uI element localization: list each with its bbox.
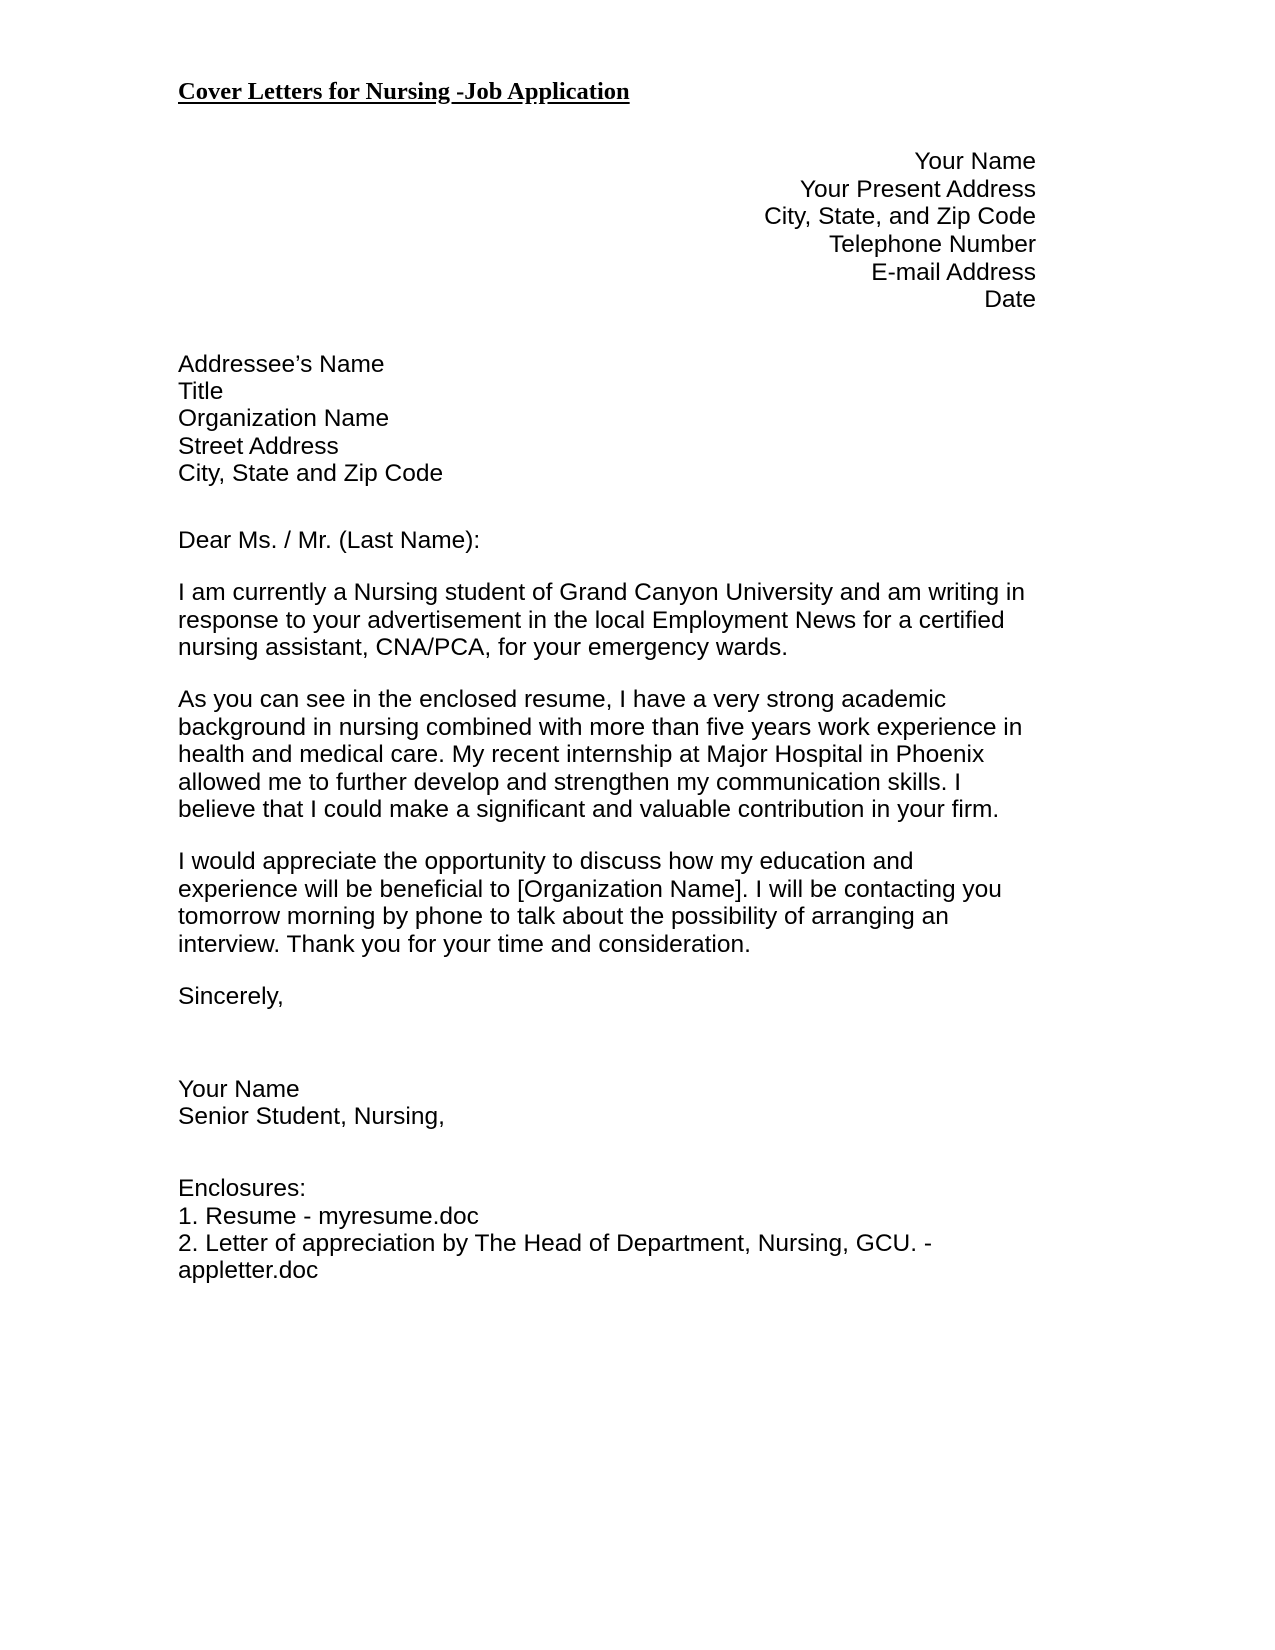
sender-line-city: City, State, and Zip Code (764, 203, 1036, 231)
addressee-line-organization: Organization Name (178, 405, 390, 433)
body-paragraph-3: I would appreciate the opportunity to discuss how my education and experience will be beneficial to [Organization Name]. I will be contacting you tomorrow morning by phone to talk about the possibility of arranging an interview. Thank you for your time and consideration. (178, 848, 1002, 958)
addressee-line-city: City, State and Zip Code (178, 459, 444, 487)
body-paragraph-2: As you can see in the enclosed resume, I have a very strong academic background in nursing combined with more than five years work experience in health and medical care. My recent internship at Major Hospital in Phoenix allowed me to further develop and strengthen my communication skills. I believe that I could make a significant and valuable contribution in your firm. (178, 686, 1023, 824)
enclosure-item-1: 1. Resume - myresume.doc (178, 1202, 479, 1230)
sender-line-name: Your Name (914, 148, 1036, 176)
sender-line-telephone: Telephone Number (828, 230, 1036, 258)
addressee-line-street: Street Address (178, 432, 339, 460)
salutation: Dear Ms. / Mr. (Last Name): (178, 527, 481, 555)
enclosures-block (178, 1175, 1036, 1284)
addressee-address-block (178, 351, 1036, 487)
enclosures-heading: Enclosures: (178, 1175, 307, 1203)
sender-line-email: E-mail Address (871, 258, 1036, 286)
sender-address-block (178, 148, 1036, 314)
signature-line-title: Senior Student, Nursing, (178, 1103, 445, 1131)
sender-line-address: Your Present Address (799, 175, 1036, 203)
page-title: Cover Letters for Nursing -Job Application (178, 78, 630, 105)
enclosure-item-2: 2. Letter of appreciation by The Head of Department, Nursing, GCU. - appletter.doc (178, 1230, 932, 1285)
body-paragraph-1: I am currently a Nursing student of Grand Canyon University and am writing in response to your advertisement in the local Employment News for a certified nursing assistant, CNA/PCA, for your emergency wards. (178, 579, 1025, 662)
addressee-line-title: Title (178, 378, 224, 406)
sender-line-date: Date (984, 286, 1036, 314)
letter-content (178, 78, 1036, 1285)
addressee-line-name: Addressee’s Name (178, 350, 385, 378)
signature-block (178, 1076, 1036, 1131)
closing-salutation: Sincerely, (178, 982, 284, 1010)
signature-line-name: Your Name (178, 1075, 300, 1103)
